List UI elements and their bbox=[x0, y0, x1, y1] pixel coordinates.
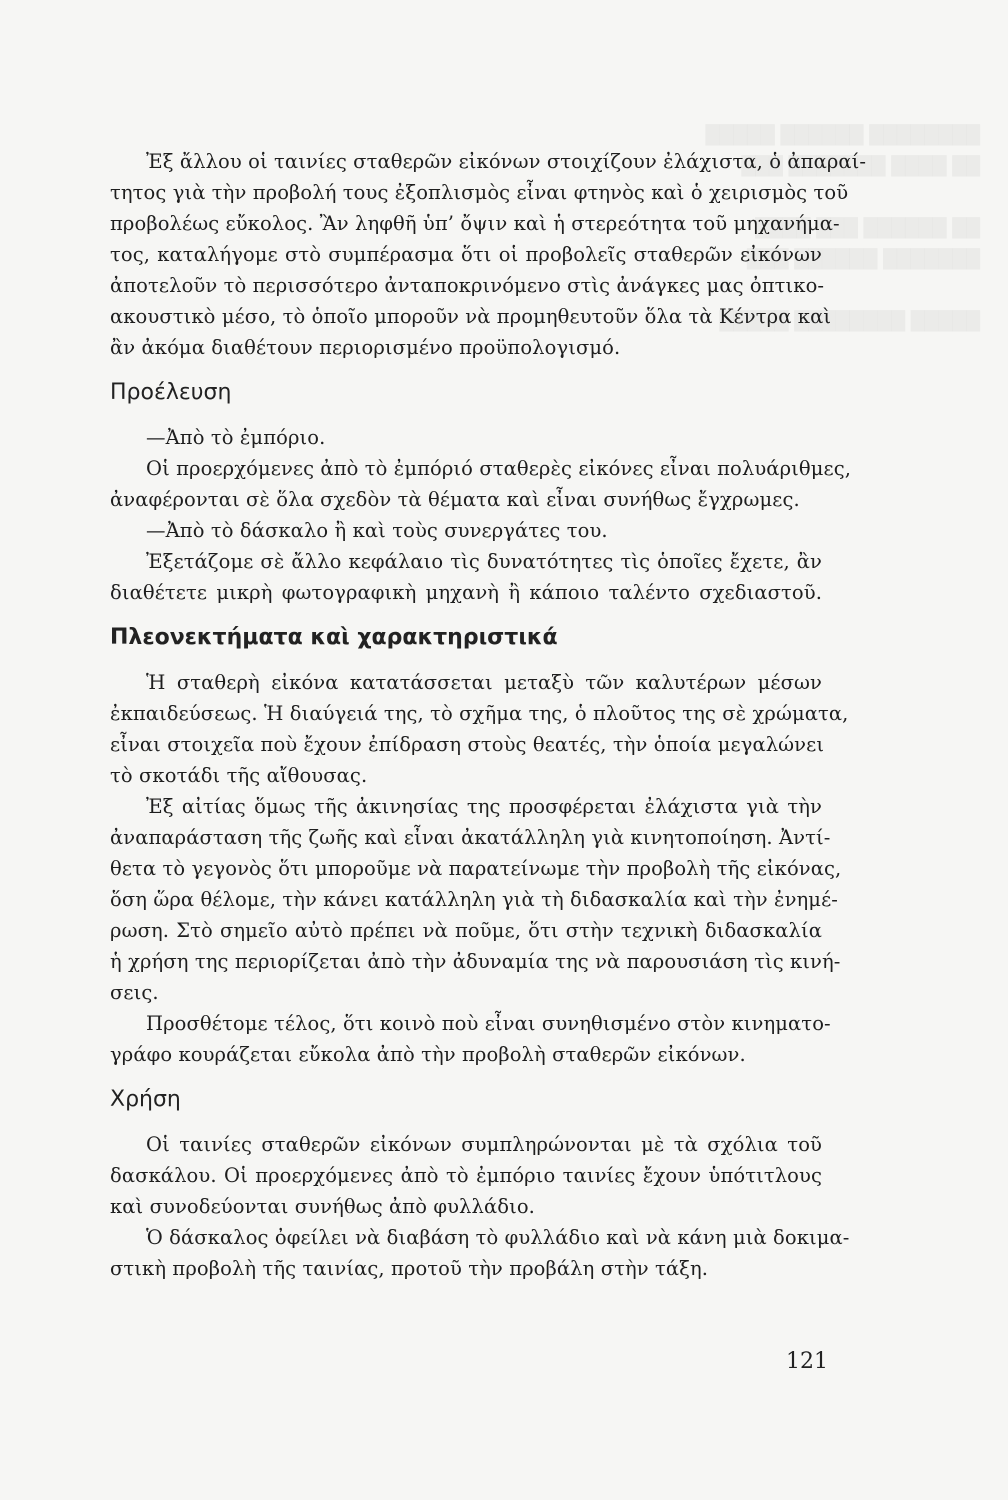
text-line: Οἱ ταινίες σταθερῶν εἰκόνων συμπληρώνονται μὲ τὰ σχόλια τοῦ bbox=[146, 1133, 822, 1156]
text-line: —Ἀπὸ τὸ ἐμπόριο. bbox=[146, 426, 326, 449]
paragraph-origin bbox=[110, 422, 852, 608]
text-line: προβολέως εὔκολος. Ἂν ληφθῆ ὑπ’ ὄψιν καὶ ἡ στερεότητα τοῦ μηχανήμα- bbox=[110, 212, 840, 235]
text-line: σεις. bbox=[110, 981, 159, 1004]
text-line: Ἐξ ἄλλου οἱ ταινίες σταθερῶν εἰκόνων στοιχίζουν ἐλάχιστα, ὁ ἀπαραί- bbox=[146, 150, 867, 173]
paragraph-use bbox=[110, 1129, 822, 1222]
text-line: θετα τὸ γεγονὸς ὅτι μποροῦμε νὰ παρατείνωμε τὴν προβολὴ τῆς εἰκόνας, bbox=[110, 857, 842, 880]
text-line: Ἐξ αἰτίας ὅμως τῆς ἀκινησίας της προσφέρεται ἐλάχιστα γιὰ τὴν bbox=[146, 795, 822, 818]
text-line: καὶ συνοδεύονται συνήθως ἀπὸ φυλλάδιο. bbox=[110, 1195, 535, 1218]
text-line: τητος γιὰ τὴν προβολή τους ἐξοπλισμὸς εἶναι φτηνὸς καὶ ὁ χειρισμὸς τοῦ bbox=[110, 181, 849, 204]
text-line: στικὴ προβολὴ τῆς ταινίας, προτοῦ τὴν προβάλη στὴν τάξη. bbox=[110, 1257, 709, 1280]
text-line: ὅση ὥρα θέλομε, τὴν κάνει κατάλληλη γιὰ τὴ διδασκαλία καὶ τὴν ἐνημέ- bbox=[110, 888, 838, 911]
text-line: ἡ χρήση της περιορίζεται ἀπὸ τὴν ἀδυναμία της νὰ παρουσιάση τὶς κινή- bbox=[110, 950, 841, 973]
paragraph-cost bbox=[110, 146, 867, 363]
section-heading-origin: Προέλευση bbox=[110, 380, 232, 405]
text-line: Ὁ δάσκαλος ὀφείλει νὰ διαβάση τὸ φυλλάδιο καὶ νὰ κάνη μιὰ δοκιμα- bbox=[146, 1226, 850, 1249]
text-line: γράφο κουράζεται εὔκολα ἀπὸ τὴν προβολὴ σταθερῶν εἰκόνων. bbox=[110, 1043, 746, 1066]
text-line: ἂν ἀκόμα διαθέτουν περιορισμένο προϋπολογισμό. bbox=[110, 336, 621, 359]
paragraph-advantages bbox=[110, 667, 849, 791]
text-line: ἀναφέρονται σὲ ὅλα σχεδὸν τὰ θέματα καὶ εἶναι συνήθως ἔγχρωμες. bbox=[110, 488, 800, 511]
paragraph-fatigue bbox=[110, 1008, 831, 1070]
text-line: διαθέτετε μικρὴ φωτογραφικὴ μηχανὴ ἢ κάποιο ταλέντο σχεδιαστοῦ. bbox=[110, 581, 822, 604]
paragraph-limitations bbox=[110, 791, 842, 1008]
section-heading-use: Χρήση bbox=[110, 1087, 181, 1112]
text-line: ἐκπαιδεύσεως. Ἡ διαύγειά της, τὸ σχῆμα της, ὁ πλοῦτος της σὲ χρώματα, bbox=[110, 702, 849, 725]
text-line: τὸ σκοτάδι τῆς αἴθουσας. bbox=[110, 764, 368, 787]
paragraph-teacher bbox=[110, 1222, 850, 1284]
text-line: Προσθέτομε τέλος, ὅτι κοινὸ ποὺ εἶναι συνηθισμένο στὸν κινηματο- bbox=[146, 1012, 831, 1035]
text-line: Ἡ σταθερὴ εἰκόνα κατατάσσεται μεταξὺ τῶν καλυτέρων μέσων bbox=[146, 671, 822, 694]
section-heading-advantages: Πλεονεκτήματα καὶ χαρακτηριστικά bbox=[110, 625, 558, 650]
text-line: εἶναι στοιχεῖα ποὺ ἔχουν ἐπίδραση στοὺς θεατές, τὴν ὁποία μεγαλώνει bbox=[110, 733, 825, 756]
text-line: ἀποτελοῦν τὸ περισσότερο ἀνταποκρινόμενο στὶς ἀνάγκες μας ὀπτικο- bbox=[110, 274, 825, 297]
text-line: ακουστικὸ μέσο, τὸ ὁποῖο μποροῦν νὰ προμηθευτοῦν ὅλα τὰ Κέντρα καὶ bbox=[110, 305, 832, 328]
text-line: ἀναπαράσταση τῆς ζωῆς καὶ εἶναι ἀκατάλληλη γιὰ κινητοποίηση. Ἀντί- bbox=[110, 826, 831, 849]
text-line: —Ἀπὸ τὸ δάσκαλο ἢ καὶ τοὺς συνεργάτες του. bbox=[146, 519, 608, 542]
document-page bbox=[110, 146, 867, 1284]
text-line: ρωση. Στὸ σημεῖο αὐτὸ πρέπει νὰ ποῦμε, ὅτι στὴν τεχνικὴ διδασκαλία bbox=[110, 919, 822, 942]
text-line: τος, καταλήγομε στὸ συμπέρασμα ὅτι οἱ προβολεῖς σταθερῶν εἰκόνων bbox=[110, 243, 822, 266]
text-line: Οἱ προερχόμενες ἀπὸ τὸ ἐμπόριό σταθερὲς εἰκόνες εἶναι πολυάριθμες, bbox=[146, 457, 852, 480]
page-number: 121 bbox=[786, 1349, 828, 1374]
text-line: δασκάλου. Οἱ προερχόμενες ἀπὸ τὸ ἐμπόριο ταινίες ἔχουν ὑπότιτλους bbox=[110, 1164, 822, 1187]
text-line: Ἐξετάζομε σὲ ἄλλο κεφάλαιο τὶς δυνατότητες τὶς ὁποῖες ἔχετε, ἂν bbox=[146, 550, 822, 573]
